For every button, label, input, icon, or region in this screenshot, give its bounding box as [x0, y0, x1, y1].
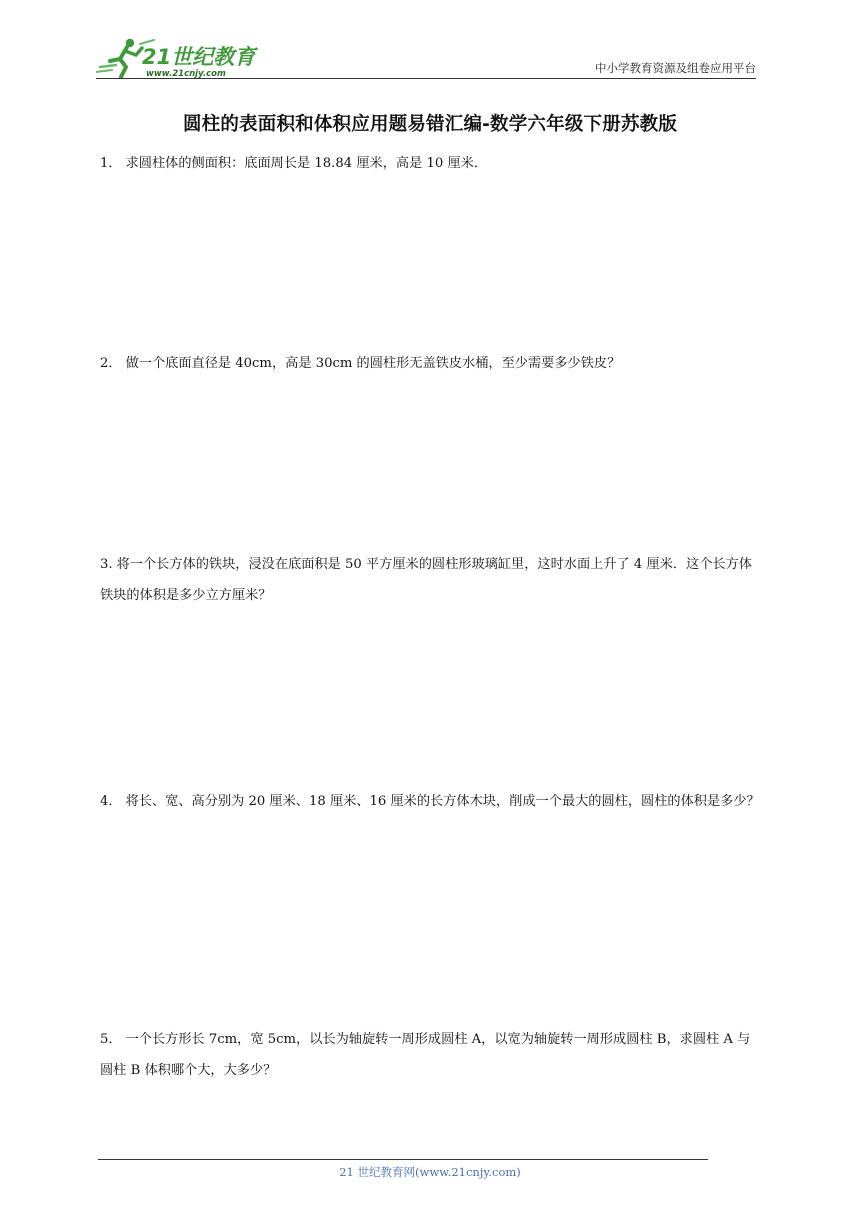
- question-number: 4．: [100, 794, 122, 809]
- question-5: [100, 1024, 760, 1086]
- question-4: [100, 786, 760, 817]
- question-number: 5．: [100, 1032, 122, 1047]
- footer-text: 21 世纪教育网(www.21cnjy.com): [339, 1165, 521, 1179]
- site-logo: [96, 34, 266, 80]
- question-1: [100, 148, 760, 179]
- question-2: [100, 348, 760, 379]
- platform-label: 中小学教育资源及组卷应用平台: [595, 61, 756, 75]
- header-divider: [96, 78, 756, 79]
- question-text: 做一个底面直径是 40cm，高是 30cm 的圆柱形无盖铁皮水桶，至少需要多少铁皮？: [125, 356, 621, 371]
- question-number: 1．: [100, 156, 122, 171]
- question-text: 求圆柱体的侧面积：底面周长是 18.84 厘米，高是 10 厘米．: [125, 156, 488, 171]
- question-text: 将长、宽、高分别为 20 厘米、18 厘米、16 厘米的长方体木块，削成一个最大的圆柱，圆柱的体积是多少？: [125, 794, 760, 809]
- question-number: 3.: [100, 557, 113, 572]
- question-number: 2．: [100, 356, 122, 371]
- footer-divider: [98, 1159, 708, 1160]
- question-3: [100, 549, 760, 611]
- logo-text: 21世纪教育: [142, 45, 256, 69]
- page-title: 圆柱的表面积和体积应用题易错汇编-数学六年级下册苏教版: [182, 114, 678, 135]
- question-text: 一个长方形长 7cm，宽 5cm，以长为轴旋转一周形成圆柱 A，以宽为轴旋转一周形成圆柱 B，求圆柱 A 与圆柱 B 体积哪个大，大多少？: [100, 1032, 751, 1078]
- logo-url: www.21cnjy.com: [146, 69, 226, 79]
- question-text: 将一个长方体的铁块，浸没在底面积是 50 平方厘米的圆柱形玻璃缸里，这时水面上升了 4 厘米．这个长方体铁块的体积是多少立方厘米？: [100, 557, 752, 603]
